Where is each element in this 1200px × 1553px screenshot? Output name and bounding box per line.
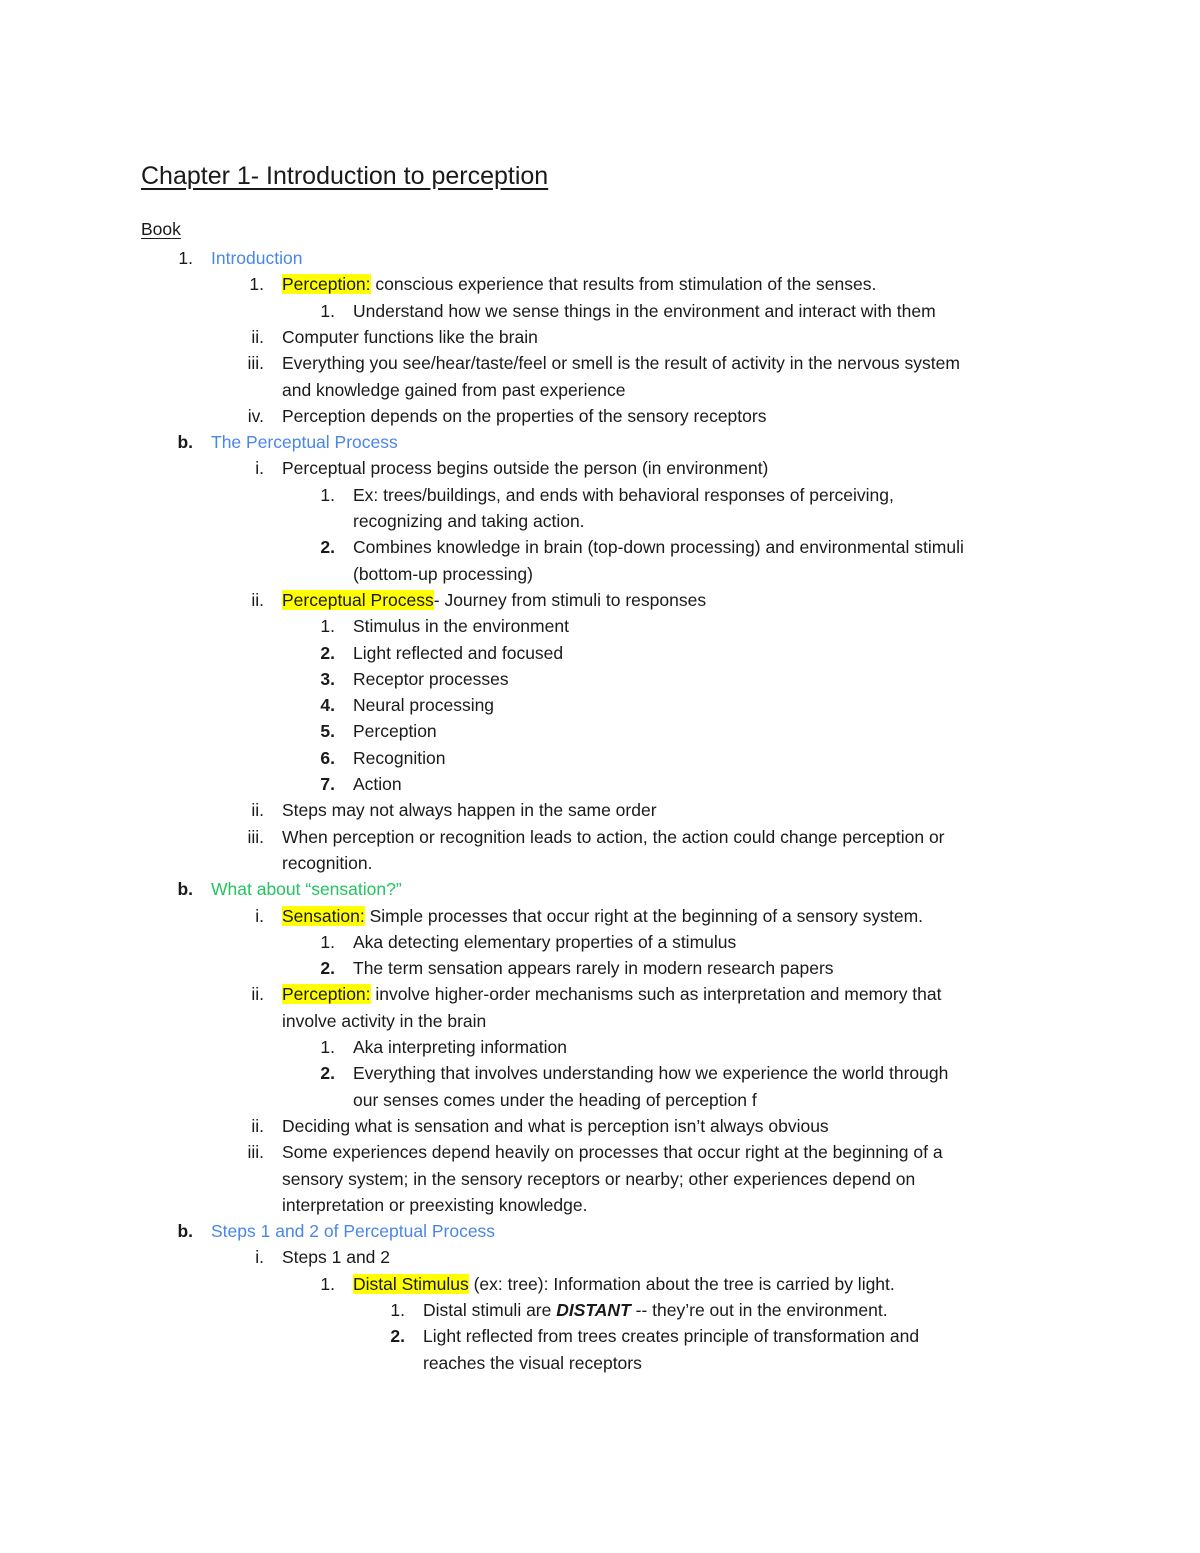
list-item-text [282,903,923,929]
list-item-text [353,534,964,560]
list-marker: i. [255,905,264,926]
list-item-text [423,1297,888,1323]
text-run: Some experiences depend heavily on processes that occur right at the beginning of a [282,1142,943,1163]
outline-item [0,1166,1200,1192]
text-run: Stimulus in the environment [353,616,569,637]
outline-item [0,692,1200,718]
list-marker: 2. [320,537,335,558]
outline-item [0,1218,1200,1244]
list-marker: 2. [320,642,335,663]
list-item-text [282,981,942,1007]
text-run: our senses comes under the heading of perception f [353,1089,757,1110]
outline-item [0,955,1200,981]
text-run: Aka interpreting information [353,1037,567,1057]
list-marker: 1. [320,300,335,321]
list-item-text [211,1218,495,1244]
text-run: Combines knowledge in brain (top-down processing) and environmental stimuli [353,537,964,558]
text-run: Everything you see/hear/taste/feel or smell is the result of activity in the nervous system [282,353,960,374]
text-run: Understand how we sense things in the environment and interact with them [353,300,936,321]
list-marker: b. [177,879,193,900]
list-item-text [353,666,509,692]
outline-item [0,903,1200,929]
text-run: Deciding what is sensation and what is perception isn’t always obvious [282,1115,829,1136]
text-run: reaches the visual receptors [423,1352,642,1373]
list-item-text [353,1060,948,1086]
text-run: Everything that involves understanding how we experience the world through [353,1063,949,1084]
text-run: - Journey from stimuli to responses [433,589,707,610]
text-run: Ex: trees/buildings, and ends with behavioral responses of perceiving, [353,484,894,505]
text-run: Steps may not always happen in the same order [282,800,657,821]
list-marker: i. [255,458,264,479]
highlighted-term: Perception: [282,274,371,295]
outline-item [0,613,1200,639]
text-run: involve higher-order mechanisms such as interpretation and memory that [370,984,942,1005]
list-marker: iv. [247,405,264,426]
list-item-text [353,298,936,324]
outline-item [0,1297,1200,1323]
list-marker: 4. [320,695,335,716]
list-marker: iii. [247,353,264,374]
list-item-text [353,613,569,639]
list-marker: 7. [320,774,335,794]
text-run: -- they’re out in the environment. [630,1300,888,1320]
list-marker: ii. [251,326,264,347]
outline-item [0,1008,1200,1034]
page-title: Chapter 1- Introduction to perception [141,162,549,190]
outline-item [0,271,1200,297]
list-item-text [353,508,585,534]
outline-item [0,745,1200,771]
list-item-text [282,587,706,613]
list-item-text [282,1113,829,1139]
list-item-text [423,1350,642,1376]
outline-item [0,1113,1200,1139]
list-marker: 3. [320,668,335,689]
list-item-text [353,718,437,744]
list-marker: 1. [320,484,335,505]
text-run: Perception [353,721,437,742]
outline-item [0,508,1200,534]
list-item-text [353,692,494,718]
text-run: What about “sensation?” [211,879,402,900]
text-run: Computer functions like the brain [282,326,538,347]
outline-item [0,324,1200,350]
outline-item [0,771,1200,797]
outline-item [0,1060,1200,1086]
outline-item [0,824,1200,850]
highlighted-term: Sensation: [282,905,365,926]
section-heading-book: Book [141,219,181,239]
list-item-text [282,324,538,350]
text-run: Perception depends on the properties of the sensory receptors [282,405,767,426]
list-item-text [282,824,945,850]
list-item-text [282,1008,486,1034]
list-item-text [423,1323,919,1349]
list-marker: iii. [247,1142,264,1163]
outline-item [0,981,1200,1007]
list-marker: ii. [251,589,264,610]
list-item-text [353,640,563,666]
list-item-text [282,350,960,376]
list-marker: 1. [320,1273,335,1294]
list-item-text [211,245,302,271]
outline-item [0,718,1200,744]
list-marker: i. [255,1247,264,1268]
outline-item [0,298,1200,324]
outline-item [0,482,1200,508]
list-marker: 1. [320,931,335,952]
outline-item [0,1244,1200,1270]
list-item-text [211,876,402,902]
list-item-text [282,1192,587,1218]
outline-item [0,561,1200,587]
text-run: (bottom-up processing) [353,563,533,584]
text-run: Simple processes that occur right at the beginning of a sensory system. [364,905,924,926]
text-run: Introduction [211,248,303,268]
text-run: Light reflected from trees creates principle of transformation and [423,1326,920,1347]
list-item-text [353,1034,567,1060]
text-run: Recognition [353,747,446,768]
highlighted-term: Perceptual Process [282,589,434,610]
text-run: recognition. [282,852,373,873]
text-run: conscious experience that results from stimulation of the senses. [370,274,877,295]
list-marker: b. [177,1221,193,1242]
outline-item [0,587,1200,613]
outline-item [0,1350,1200,1376]
list-item-text [282,1166,915,1192]
list-item-text [282,403,766,429]
list-item-text [353,1271,895,1297]
outline-item [0,929,1200,955]
text-run: Action [353,774,402,794]
outline-item [0,429,1200,455]
text-run: sensory system; in the sensory receptors or nearby; other experiences depend on [282,1168,916,1189]
outline-item [0,1271,1200,1297]
list-item-text [282,797,657,823]
text-run: When perception or recognition leads to action, the action could change perception or [282,826,945,847]
list-marker: iii. [247,826,264,847]
text-run: Steps 1 and 2 [282,1247,390,1268]
outline-item [0,666,1200,692]
text-run: and knowledge gained from past experience [282,379,626,400]
outline-item [0,350,1200,376]
outline-item [0,1034,1200,1060]
outline-item [0,640,1200,666]
list-item-text [282,455,768,481]
list-marker: 1. [178,248,193,268]
list-item-text [282,1244,390,1270]
outline-item [0,245,1200,271]
outline-item [0,850,1200,876]
list-marker: 6. [320,747,335,768]
text-run: Perceptual process begins outside the person (in environment) [282,458,769,479]
outline-item [0,403,1200,429]
text-run: The term sensation appears rarely in modern research papers [353,958,834,979]
list-marker: ii. [251,984,264,1005]
text-run: Distal stimuli are [423,1300,557,1320]
list-marker: 1. [249,274,264,295]
list-item-text [282,1139,943,1165]
text-run: Receptor processes [353,668,509,689]
list-item-text [353,482,894,508]
outline-item [0,1192,1200,1218]
highlighted-term: Perception: [282,984,371,1005]
list-item-text [282,850,372,876]
outline-item [0,455,1200,481]
text-run: DISTANT [556,1300,631,1320]
outline-item [0,1139,1200,1165]
list-marker: 2. [320,958,335,979]
list-marker: 1. [320,1037,335,1057]
outline-item [0,1087,1200,1113]
text-run: recognizing and taking action. [353,511,585,531]
outline-item [0,876,1200,902]
list-item-text [353,745,445,771]
list-item-text [353,1087,757,1113]
text-run: involve activity in the brain [282,1010,487,1031]
text-run: (ex: tree): Information about the tree is carried by light. [468,1273,895,1294]
text-run: Light reflected and focused [353,642,564,663]
list-marker: 2. [320,1063,335,1084]
text-run: The Perceptual Process [211,432,398,453]
text-run: Neural processing [353,695,495,716]
list-marker: 1. [390,1300,405,1320]
list-item-text [353,955,834,981]
outline-item [0,1323,1200,1349]
list-marker: 2. [390,1326,405,1347]
text-run: Aka detecting elementary properties of a stimulus [353,931,737,952]
list-marker: ii. [251,800,264,821]
list-marker: ii. [251,1115,264,1136]
list-marker: 1. [320,616,335,637]
list-marker: b. [177,432,193,453]
list-marker: 5. [320,721,335,742]
list-item-text [282,271,876,297]
text-run: interpretation or preexisting knowledge. [282,1194,588,1215]
list-item-text [282,377,625,403]
highlighted-term: Distal Stimulus [353,1273,469,1294]
outline-item [0,377,1200,403]
text-run: Steps 1 and 2 of Perceptual Process [211,1221,496,1242]
list-item-text [353,771,402,797]
outline-item [0,534,1200,560]
list-item-text [353,929,736,955]
list-item-text [211,429,398,455]
list-item-text [353,561,533,587]
outline-item [0,797,1200,823]
